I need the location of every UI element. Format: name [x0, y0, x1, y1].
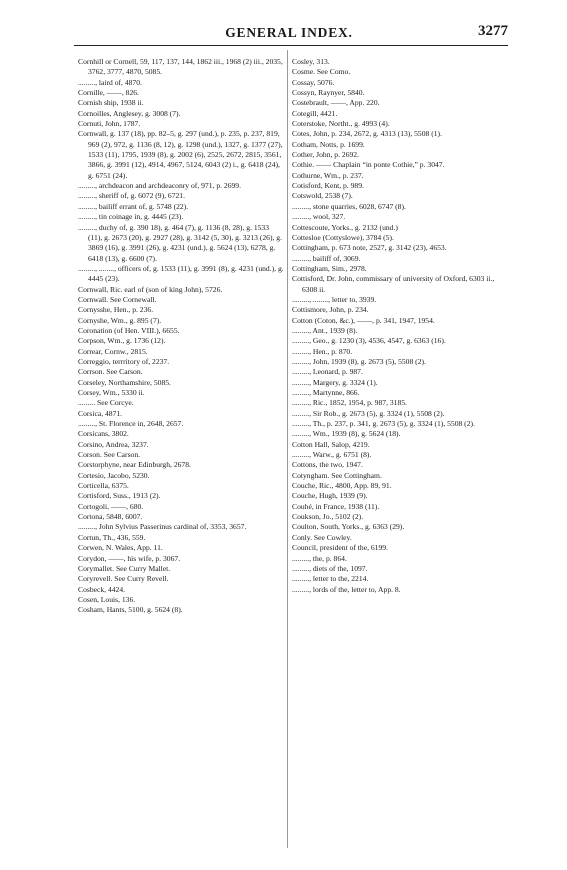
index-entry: Cornoilles, Anglesey, g. 3008 (7).	[78, 108, 181, 118]
index-entry: Correggio, terrritory of, 2237.	[78, 356, 170, 366]
index-entry: Corymallet. See Curry Mallet.	[78, 563, 171, 573]
column-divider	[287, 50, 288, 848]
running-title: GENERAL INDEX.	[225, 25, 353, 40]
index-entry: Correar, Cornw., 2815.	[78, 346, 148, 356]
index-entry: ........., duchy of, g. 390 18), g. 464 (7), g. 1136 (8, 28), g. 1533 (11), g. 2673 (20), g. 2927 (28), g. 3142 (5, 30), g. 3213 (26), g. 3869 (16), g. 3991 (26), g. 4231 (und.), g. 5624 (13), 6278, g. 6418 (13), g. 6600 (7).	[78, 222, 282, 263]
header-rule	[74, 45, 508, 46]
index-entry: Corsey, Wm., 5330 ii.	[78, 388, 145, 397]
index-entry: Cottisford, Dr. John, commissary of university of Oxford, 6303 ii., 6308 ii.	[292, 274, 495, 294]
index-entry: ........., diets of the, 1097.	[292, 563, 368, 573]
index-entry: ......... See Corcye.	[78, 398, 134, 408]
index-entry: ........., St. Florence in, 2648, 2657.	[78, 419, 184, 429]
index-entry: Cossyn, Raynyer, 5840.	[292, 88, 365, 98]
index-entry: Corpson, Wm., g. 1736 (12).	[78, 336, 166, 346]
index-entry: ........., ........, letter to, 3939.	[292, 294, 377, 304]
index-entry: ........., Warw., g. 6751 (8).	[292, 450, 372, 460]
index-entry: ........., bailiff errant of, g. 5748 (22).	[78, 201, 189, 211]
index-entry: Corseley, Northamshire, 5085.	[78, 377, 171, 387]
index-entry: Cottismore, John, p. 234.	[292, 305, 369, 315]
index-column-left	[78, 57, 284, 616]
index-entry: ........., Geo., g. 1230 (3), 4536, 4547, g. 6363 (16).	[292, 336, 446, 346]
index-entry: Corsicans, 3802.	[78, 429, 129, 439]
index-entry: ........., Ric., 1852, 1954, p. 987, 3185.	[292, 398, 407, 408]
index-entry: Cornwall, Ric. earl of (son of king John), 5726.	[78, 284, 223, 294]
index-entry: ........., Leonard, p. 987.	[292, 367, 363, 377]
index-entry: ........., archdeacon and archdeaconry of, 971, p. 2699.	[78, 181, 241, 191]
index-entry: ........., bailiff of, 3069.	[292, 253, 361, 263]
index-entry: Coulton, South, Yorks., g. 6363 (29).	[292, 522, 405, 532]
index-entry: Cortogoli, ——, 680.	[78, 501, 144, 511]
index-entry: Cornuti, John, 1787.	[78, 119, 141, 129]
index-entry: ........., John, 1939 (8), g. 2673 (5), 5508 (2).	[292, 356, 426, 366]
page-header	[74, 23, 508, 45]
index-entry: Corrson. See Carson.	[78, 367, 143, 377]
index-entry: Conly. See Cowley.	[292, 532, 352, 542]
index-entry: ........., tin coinage in, g. 4445 (23).	[78, 212, 184, 222]
index-entry: Costebrault, ——, App. 220.	[292, 98, 380, 108]
index-entry: Cosley, 313.	[292, 57, 330, 66]
index-entry: Corsica, 4871.	[78, 408, 123, 418]
index-entry: Corwen, N. Wales, App. 11.	[78, 543, 163, 553]
index-entry: Cornysshe, Hen., p. 236.	[78, 305, 154, 315]
index-entry: Cornwall, g. 137 (18), pp. 82–5, g. 297 (und.), p. 235, p. 237, 819, 969 (2), 972, g. 1136 (8, 12), g. 1298 (und.), 1327, g. 1377 (27), 1533 (11), 1795, 1939 (8), g. 2002 (6), 2525, 2672, 2815, 3561, 3866, g. 3991 (12), 4914, 4967, 5124, 6043 (2) i., g. 6418 (24), g. 6751 (24).	[78, 129, 283, 180]
index-entry: Corstorphyne, near Edinburgh, 2678.	[78, 460, 191, 470]
index-entry: Cortona, 5848, 6007.	[78, 512, 143, 522]
index-entry: Cornyshe, Wm., g. 895 (7).	[78, 315, 162, 325]
index-entry: Cotyngham. See Cottingham.	[292, 470, 382, 480]
index-entry: Cottesloe (Cottyslowe), 3784 (5).	[292, 232, 394, 242]
index-entry: Coronation (of Hen. VIII.), 6655.	[78, 325, 180, 335]
index-entry: Cornish ship, 1938 ii.	[78, 98, 144, 108]
index-entry: ........., lords of the, letter to, App. 8.	[292, 584, 401, 594]
index-entry: ........., John Sylvius Passerinus cardinal of, 3353, 3657.	[78, 522, 247, 532]
index-entry: Cotswold, 2538 (7).	[292, 191, 353, 201]
index-entry: ........., stone quarries, 6028, 6747 (8).	[292, 201, 406, 211]
index-entry: Cottons, the two, 1947.	[292, 460, 363, 470]
index-entry: Cotes, John, p. 234, 2672, g. 4313 (13), 5508 (1).	[292, 129, 442, 139]
index-entry: Cosbeck, 4424.	[78, 584, 126, 594]
index-entry: Cotisford, Kent, p. 989.	[292, 181, 364, 191]
index-entry: ........., Martynne, 866.	[292, 388, 360, 397]
index-entry: ........., Sir Rob., g. 2673 (5), g. 3324 (1), 5508 (2).	[292, 408, 445, 418]
index-entry: Cornille, ——, 826.	[78, 88, 139, 98]
index-entry: ........., Th., p. 237, p. 341, g. 2673 (5), g. 3324 (1), 5508 (2).	[292, 419, 475, 429]
index-entry: Cotham, Notts, p. 1699.	[292, 139, 365, 149]
index-entry: Cothurne, Wm., p. 237.	[292, 170, 364, 180]
index-entry: Cottingham, Sim., 2978.	[292, 263, 367, 273]
index-entry: Corticella, 6375.	[78, 481, 129, 491]
index-entry: Cotegill, 4421.	[292, 108, 338, 118]
index-entry: Cortisford, Suss., 1913 (2).	[78, 491, 161, 501]
index-entry: Corson. See Carson.	[78, 450, 141, 460]
index-entry: ........., sheriff of, g. 6072 (9), 6721.	[78, 191, 186, 201]
index-entry: Couche, Hugh, 1939 (9).	[292, 491, 368, 501]
index-entry: ........., Margery, g. 3324 (1).	[292, 377, 378, 387]
index-entry: ........., letter to the, 2214.	[292, 574, 369, 584]
index-entry: Cossay, 5076.	[292, 77, 335, 87]
index-entry: ........., wool, 327.	[292, 212, 346, 222]
index-entry: Corydon, ——, his wife, p. 3067.	[78, 553, 181, 563]
index-entry: Cothie. —— Chaplain “in ponte Cothie,” p. 3047.	[292, 160, 445, 170]
index-entry: ........., ........, officers of, g. 1533 (11), g. 3991 (8), g. 4231 (und.), g. 4445 (23).	[78, 263, 284, 284]
index-entry: Cornhill or Cornell, 59, 117, 137, 144, 1862 iii., 1968 (2) iii., 2035, 3762, 3777, 4870, 5085.	[78, 57, 283, 77]
index-entry: ........., laird of, 4870.	[78, 77, 142, 87]
index-entry: ........., the, p. 864.	[292, 553, 347, 563]
index-entry: Couche, Ric., 4800, App. 89, 91.	[292, 481, 392, 491]
index-entry: ........., Wm., 1939 (8), g. 5624 (18).	[292, 429, 401, 439]
index-entry: Cosme. See Como.	[292, 67, 351, 77]
index-entry: Coukson, Jo., 5102 (2).	[292, 512, 364, 522]
index-entry: Council, president of the, 6199.	[292, 543, 388, 553]
index-column-right	[292, 57, 508, 595]
index-entry: Cotton Hall, Salop, 4219.	[292, 439, 370, 449]
page-number: 3277	[478, 23, 508, 39]
index-entry: Couhé, in France, 1938 (11).	[292, 501, 380, 511]
index-entry: ........., Hen., p. 870.	[292, 346, 353, 356]
index-entry: Cornwall. See Cornewall.	[78, 294, 157, 304]
index-entry: Cottescoute, Yorks., g. 2132 (und.)	[292, 222, 398, 232]
index-entry: Coterstoke, Northt., g. 4993 (4).	[292, 119, 390, 129]
index-entry: Cortun, Th., 436, 559.	[78, 532, 146, 542]
index-entry: Cother, John, p. 2692.	[292, 150, 359, 160]
index-entry: Cortesio, Jacobo, 5230.	[78, 470, 150, 480]
index-entry: Cosham, Hants, 5100, g. 5624 (8).	[78, 605, 183, 615]
index-entry: Cotton (Coton, &c.), ——, p. 341, 1947, 1954.	[292, 315, 435, 325]
index-entry: Corsino, Andrea, 3237.	[78, 439, 149, 449]
index-entry: Cosen, Louis, 136.	[78, 594, 136, 604]
index-entry: ........., Ant., 1939 (8).	[292, 325, 358, 335]
index-entry: Coryrevell. See Curry Revell.	[78, 574, 169, 584]
index-entry: Cottingham, p. 673 note, 2527, g. 3142 (23), 4653.	[292, 243, 447, 253]
